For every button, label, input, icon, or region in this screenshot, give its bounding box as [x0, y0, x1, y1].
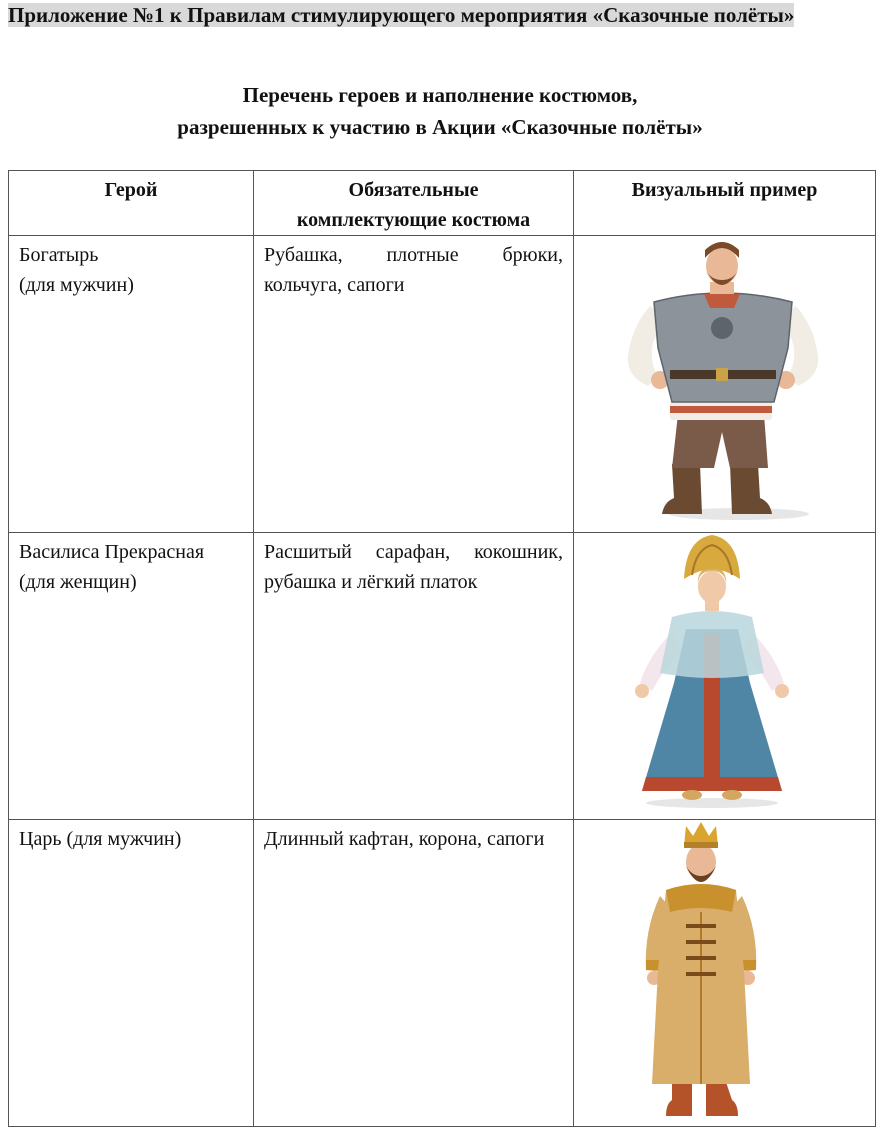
- document-heading: [0, 79, 880, 143]
- heading-line-1: Перечень героев и наполнение костюмов,: [242, 83, 638, 107]
- heroes-table: [8, 170, 876, 1127]
- bogatyr-illustration: [574, 236, 876, 533]
- header-items-line-2: комплектующие костюма: [296, 209, 531, 231]
- heading-line-2: разрешенных к участию в Акции «Сказочные полёты»: [177, 115, 703, 139]
- header-items: [254, 171, 574, 236]
- appendix-title: Приложение №1 к Правилам стимулирующего мероприятия «Сказочные полёты»: [8, 3, 795, 27]
- items-cell: Рубашка, плотные брюки, кольчуга, сапоги: [254, 236, 574, 533]
- hero-cell: [9, 236, 254, 533]
- vasilisa-illustration: [574, 533, 876, 820]
- table-row: [9, 820, 876, 1127]
- hero-name: Василиса Прекрасная: [19, 541, 205, 563]
- table-row: [9, 533, 876, 820]
- hero-cell: [9, 820, 254, 1127]
- hero-name: Богатырь: [19, 244, 99, 266]
- hero-note: (для женщин): [19, 571, 137, 593]
- tsar-illustration: [574, 820, 876, 1127]
- hero-note: (для мужчин): [19, 274, 134, 296]
- items-cell: Длинный кафтан, корона, сапоги: [254, 820, 574, 1127]
- table-header-row: [9, 171, 876, 236]
- header-hero: Герой: [9, 171, 254, 236]
- items-cell: Расшитый сарафан, кокошник, рубашка и лёгкий платок: [254, 533, 574, 820]
- hero-cell: [9, 533, 254, 820]
- table-row: [9, 236, 876, 533]
- hero-name: Царь (для мужчин): [19, 828, 182, 850]
- header-items-line-1: Обязательные: [348, 179, 479, 201]
- header-example: Визуальный пример: [574, 171, 876, 236]
